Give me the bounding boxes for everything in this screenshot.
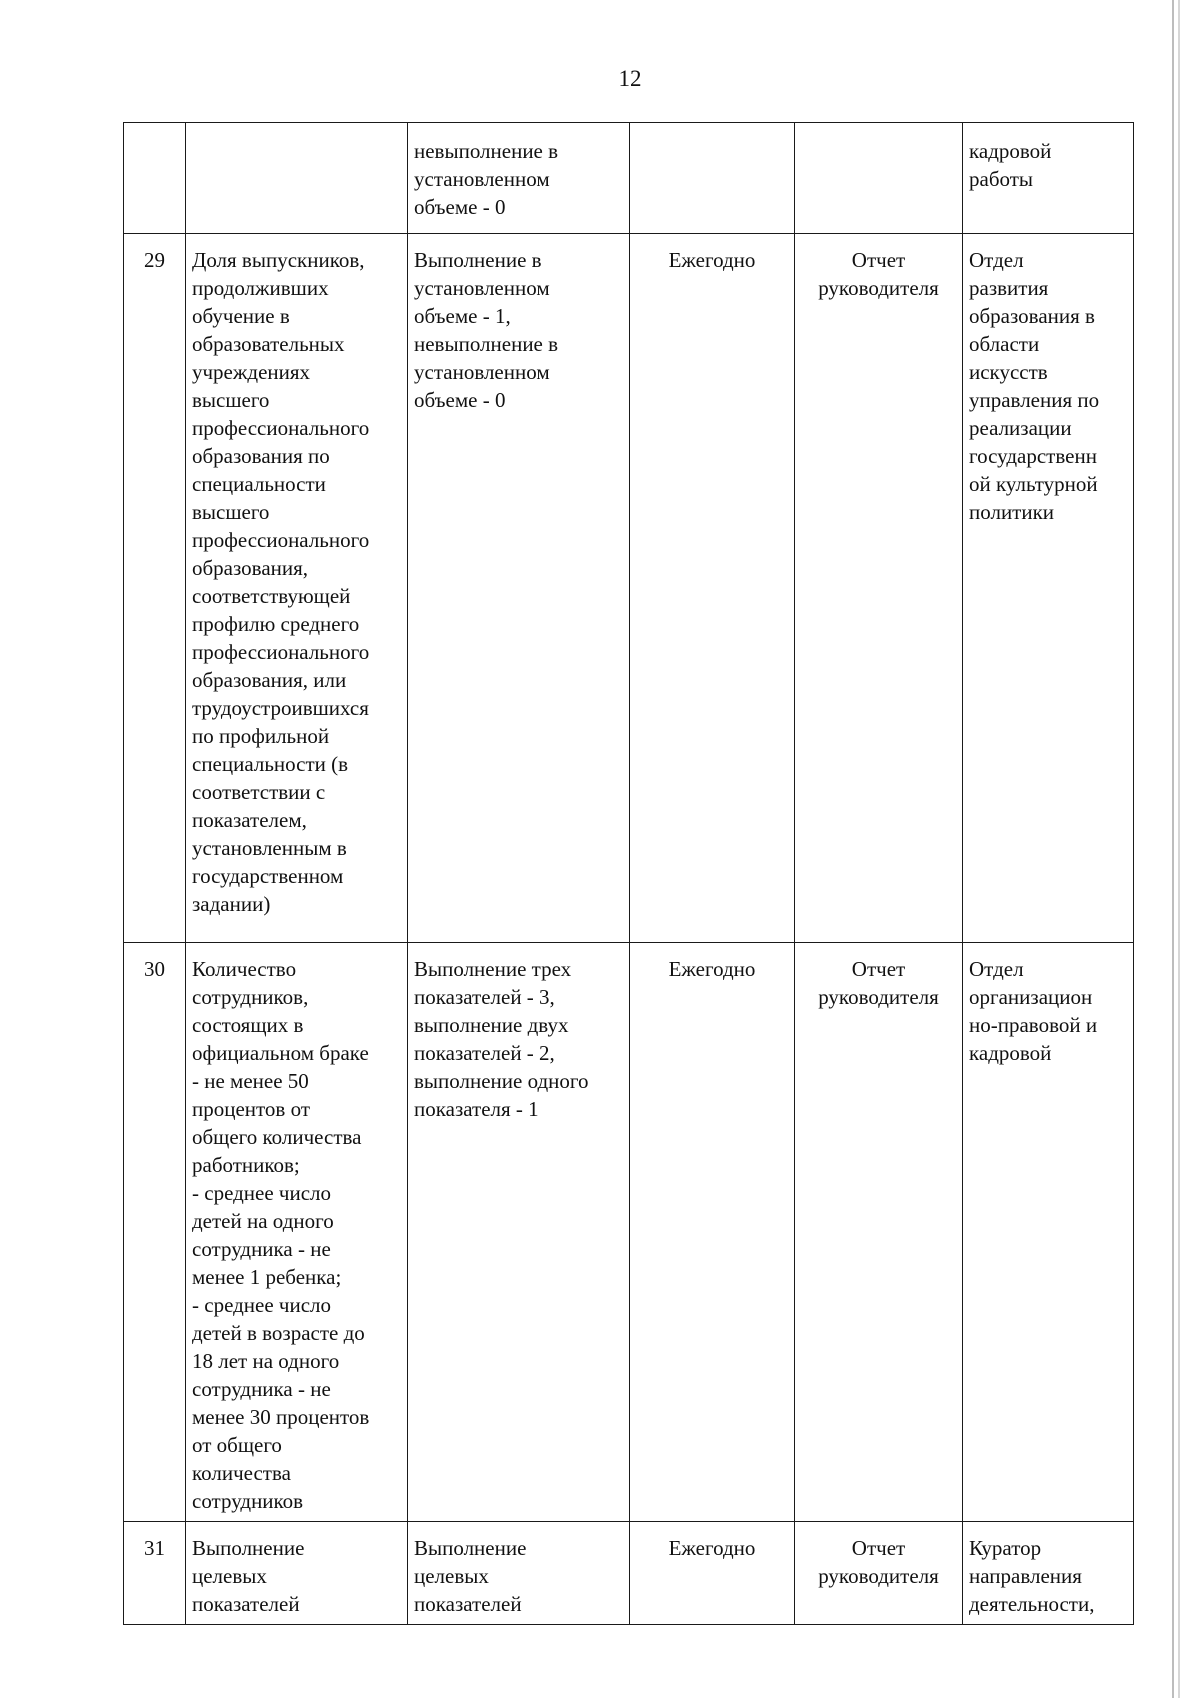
responsible-cell: кадровой работы bbox=[963, 123, 1134, 234]
indicator-cell: Количество сотрудников, состоящих в официальном браке - не менее 50 процентов от общего количества работников; - среднее число детей на одного сотрудника - не менее 1 ребенка; - среднее число детей в возрасте до 18 лет на одного сотрудника - не менее 30 процентов от общего количества сотрудников bbox=[186, 943, 408, 1522]
page-number: 12 bbox=[618, 66, 642, 91]
indicator-cell: Доля выпускников, продолживших обучение в образовательных учреждениях высшего профессионального образования по специальности высшего профессионального образования, соответствующей профилю среднего профессионального образования, или трудоустроившихся по профильной специальности (в соответствии с показателем, установленным в государственном задании) bbox=[186, 234, 408, 943]
period-cell bbox=[630, 123, 795, 234]
row-number: 29 bbox=[124, 234, 186, 943]
period-cell: Ежегодно bbox=[630, 1522, 795, 1625]
report-form-cell: Отчет руководителя bbox=[795, 1522, 963, 1625]
criteria-cell: Выполнение целевых показателей bbox=[408, 1522, 630, 1625]
page-edge-line bbox=[1172, 0, 1174, 1698]
table-row bbox=[124, 943, 1134, 1522]
table-row bbox=[124, 234, 1134, 943]
indicator-cell: Выполнение целевых показателей bbox=[186, 1522, 408, 1625]
criteria-cell: Выполнение в установленном объеме - 1, невыполнение в установленном объеме - 0 bbox=[408, 234, 630, 943]
criteria-cell: Выполнение трех показателей - 3, выполнение двух показателей - 2, выполнение одного показателя - 1 bbox=[408, 943, 630, 1522]
page-edge-line bbox=[1178, 0, 1180, 1698]
responsible-cell: Отдел развития образования в области искусств управления по реализации государственн ой культурной политики bbox=[963, 234, 1134, 943]
indicator-cell bbox=[186, 123, 408, 234]
report-form-cell bbox=[795, 123, 963, 234]
criteria-table bbox=[123, 122, 1134, 1625]
report-form-cell: Отчет руководителя bbox=[795, 943, 963, 1522]
period-cell: Ежегодно bbox=[630, 943, 795, 1522]
period-cell: Ежегодно bbox=[630, 234, 795, 943]
row-number: 31 bbox=[124, 1522, 186, 1625]
row-number bbox=[124, 123, 186, 234]
row-number: 30 bbox=[124, 943, 186, 1522]
report-form-cell: Отчет руководителя bbox=[795, 234, 963, 943]
responsible-cell: Отдел организацион но-правовой и кадровой bbox=[963, 943, 1134, 1522]
table-row bbox=[124, 123, 1134, 234]
criteria-cell: невыполнение в установленном объеме - 0 bbox=[408, 123, 630, 234]
responsible-cell: Куратор направления деятельности, bbox=[963, 1522, 1134, 1625]
table-row bbox=[124, 1522, 1134, 1625]
